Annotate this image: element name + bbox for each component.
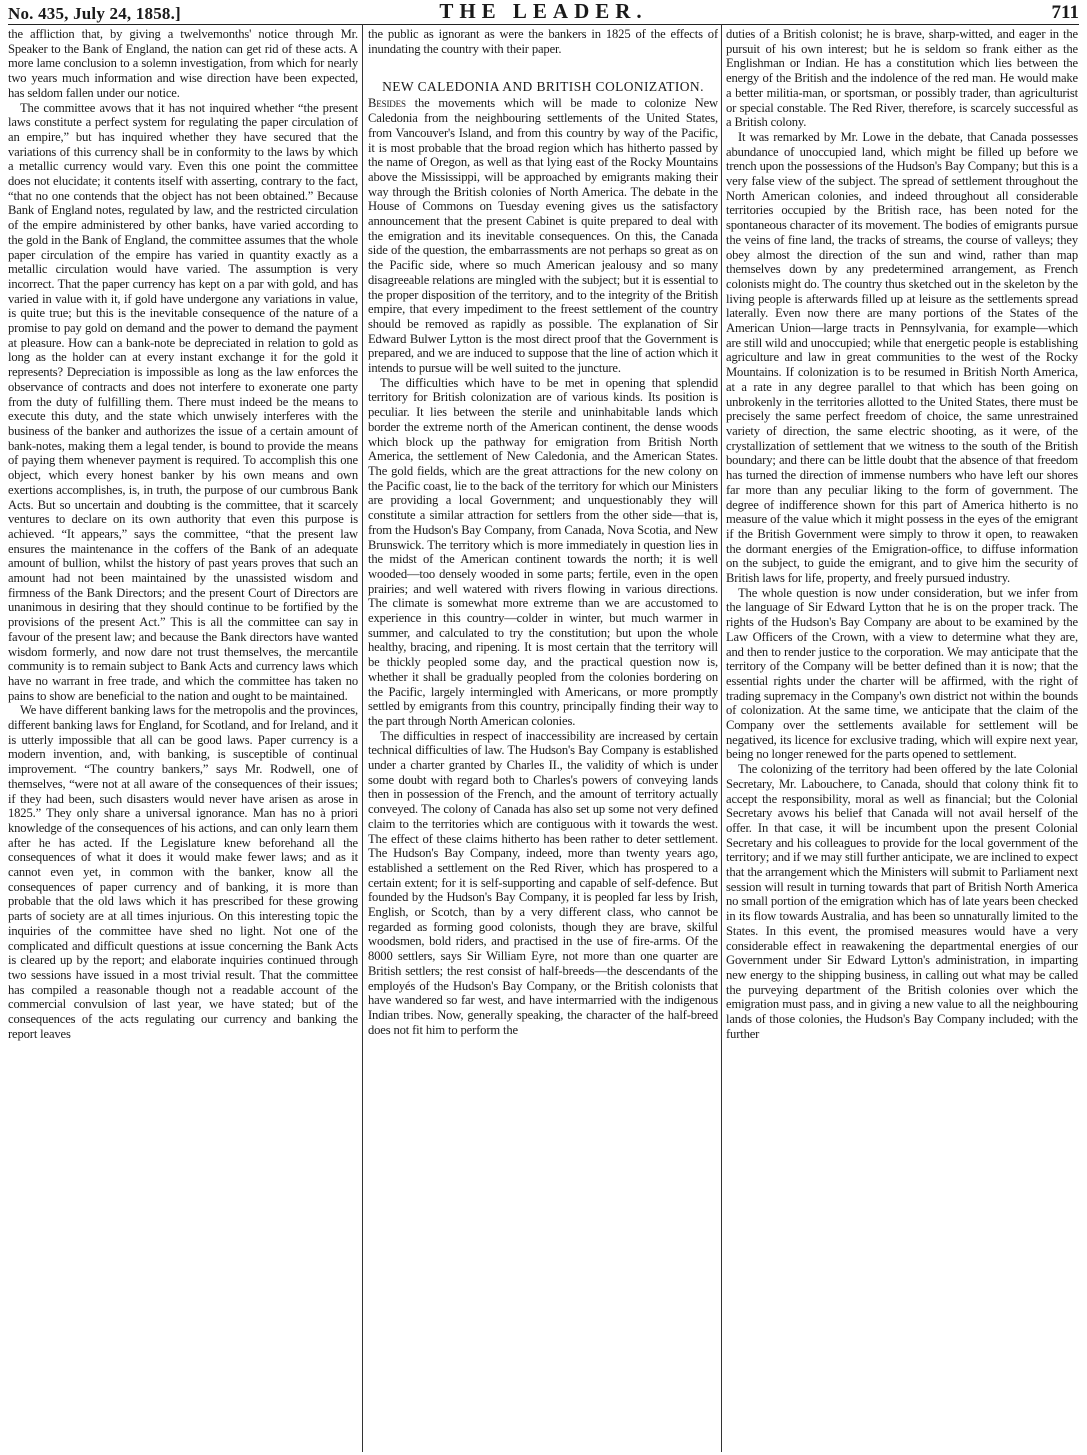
article-paragraph: the affliction that, by giving a twelvemonths' notice through Mr. Speaker to the Bank of England, the nation can get rid of these acts. A more lame conclusion to a solemn investigation, from which for nearly two years much information and wise direction have been expected, has seldom fallen under our notice.: [8, 27, 358, 100]
article-heading: NEW CALEDONIA AND BRITISH COLONIZATION.: [382, 79, 704, 95]
article-paragraph: duties of a British colonist; he is brave, sharp-witted, and eager in the pursuit of his own interest; but he is seldom so frank either as the Englishman or Indian. He has a constitution which lies between the energy of the British and the indolence of the red man. He would make a better militia-man, or sportsman, or possibly trader, than agriculturist or special constable. The Red River, therefore, is scarcely successful as a British colony.: [726, 27, 1078, 130]
page-number: 711: [1051, 2, 1079, 23]
column-2: [368, 27, 718, 1452]
article-paragraph: The difficulties which have to be met in opening that splendid territory for British colonization are of various kinds. Its position is peculiar. It lies between the sterile and uninhabitable lands which border the extreme north of the American continent, the dense woods which block up the pathway for emigration from British North America, the settlement of New Caledonia, and the American States. The gold fields, which are the great attractions for the new colony on the Pacific coast, lie to the back of the territory for which our Ministers are providing a local Government; and unquestionably they will constitute a similar attraction for settlers from the other side—that is, from the Hudson's Bay Company, from Canada, Nova Scotia, and New Brunswick. The territory which is more immediately in question lies in the midst of the American continent towards the north; it is well wooded—too densely wooded in some parts; fertile, even in the open prairies; and well watered with rivers flowing in various directions. The climate is somewhat more extreme than we are accustomed to experience in this country—colder in winter, but much warmer in summer, and calculated to try the constitution; but upon the whole healthy, bracing, and ripening. It is most certain that the territory will be thickly peopled some day, and the practical question now is, whether it shall be gradually peopled from the colonies bordering on the Pacific, largely intermingled with Americans, or more promptly settled by emigrants from this country, principally finding their way to the part through North American colonies.: [368, 375, 718, 728]
newspaper-title: THE LEADER.: [439, 0, 648, 23]
article-paragraph: The difficulties in respect of inaccessibility are increased by certain technical difficulties of law. The Hudson's Bay Company is established under a charter granted by Charles II., the validity of which is under some doubt with regard both to Charles's powers of conveying lands then in possession of the French, and the amount of territory actually conveyed. The colony of Canada has also set up some not very defined claim to the territories which are contiguous with it towards the west. The effect of these claims hitherto has been rather to deter settlement. The Hudson's Bay Company, indeed, more than twenty years ago, established a settlement on the Red River, which has prospered to a certain extent; for it is self-supporting and capable of self-defence. But founded by the Hudson's Bay Company, it is peopled far less by Irish, English, or Scotch, than by a very different class, who cannot be regarded as forming good colonists, though they are brave, skilful woodsmen, bold riders, and practised in the use of fire-arms. Of the 8000 settlers, says Sir William Eyre, not more than one quarter are British settlers; the rest consist of half-breeds—the descendants of the employés of the Hudson's Bay Company, or the British colonists that have wandered so far west, and have intermarried with the indigenous Indian tribes. Now, generally speaking, the character of the half-breed does not fit him to perform the: [368, 728, 718, 1037]
article-paragraph: The whole question is now under consideration, but we infer from the language of Sir Edward Lytton that he is on the proper track. The rights of the Hudson's Bay Company are about to be examined by the Law Officers of the Crown, with a view to determine what they are, and then to render justice to the corporation. We may anticipate that the territory of the Company will be better defined than it is now; that the essential rights under the charter will be affirmed, with the right of trading supremacy in the Company's own district not within the bounds of colonization. At the same time, we anticipate that the claim of the Company over the settlements available for settlement will be negatived, its licence for exclusive trading, which will expire next year, being no longer renewed for the parts opened to settlement.: [726, 585, 1078, 762]
article-paragraph: It was remarked by Mr. Lowe in the debate, that Canada possesses abundance of unoccupied land, which might be filled up before we trench upon the possessions of the Hudson's Bay Company; but this is a very false view of the subject. The spread of settlement throughout the North American colonies, and indeed throughout all considerable territories occupied by the British race, has been noted for the spontaneous character of its movement. The bodies of emigrants pursue the veins of fine land, the tracks of streams, the course of valleys; they obey almost the direction of the sun and wind, rather than map themselves down by any predetermined arrangement, as French colonists might do. The country thus sketched out in the skeleton by the living people is afterwards filled up at leisure as the settlements spread laterally. Even now there are many portions of the States of the American Union—large tracts in Pennsylvania, for example—which are still wild and unoccupied; while that energetic people is establishing agriculture and law in great communities to the west of the Rocky Mountains. If colonization is to be resumed in British North America, at a rate in any degree parallel to that which has been going on unbrokenly in the territories allotted to the United States, there must be precisely the same perfect freedom of choice, the same unrestrained variety of direction, the same electric shooting, as it were, of the crystallization of settlement that we witness to the south of the British boundary; and there can be little doubt that the absence of that freedom has turned the direction of immense numbers who have left our shores far more than any peculiar liking to the form of government. The degree of indifference shown for this part of America hitherto is no measure of the value which it might possess in the eyes of the emigrant if the British Government were simply to throw it open, to reawaken the dormant energies of the Emigration-office, to diffuse information on the subject, to guide the emigrant, and to give him the security of British laws for life, property, and freely pursued industry.: [726, 129, 1078, 586]
article-paragraph: We have different banking laws for the metropolis and the provinces, different banking laws for England, for Scotland, and for Ireland, and it is utterly impossible that all can be good laws. Paper currency is a modern invention, and, with banking, is susceptible of continual improvement. “The country bankers,” says Mr. Rodwell, one of themselves, “were not at all aware of the consequences of their issues; if they had been, such disasters would never have arisen as arose in 1825.” They only share a universal ignorance. Man has no à priori knowledge of the consequences of his actions, and can only learn them after he has acted. If the Legislature knew beforehand all the consequences of what it does it would make fewer laws; and as it cannot even yet, in common with the banker, know all the consequences of paper currency and of banking, it is more than probable that the old laws which it has prescribed for these growing parts of society are at all times injurious. On this interesting topic the inquiries of the committee have shed no light. Not one of the complicated and difficult questions at issue concerning the Bank Acts is cleared up by the report; and elaborate inquiries continued through two sessions have issued in a most trivial result. That the committee has compiled a reasonable though not a readable account of the commercial convulsion of last year, we have stated; but of the consequences of the acts regulating our currency and banking the report leaves: [8, 703, 358, 1041]
page-header: [8, 2, 1079, 25]
article-paragraph: The committee avows that it has not inquired whether “the present laws constitute a perfect system for regulating the paper circulation of an empire,” but has inquired whether they have secured that the variations of this currency shall be in conformity to the laws by which a metallic currency would vary. Even this one point the committee does not elucidate; it contents itself with asserting, contrary to the fact, “that no one contends that the object has not been obtained.” Because Bank of England notes, regulated by law, and the restricted circulation of the empire administered by other banks, have varied according to the gold in the Bank of England, the committee assumes that the whole paper circulation of the empire has varied in quantity exactly as a metallic circulation would have varied. The assumption is very incorrect. That the paper currency has kept on a par with gold, and has varied in value with it, if gold have undergone any variations in value, is quite true; but this is the inevitable consequence of the nature of a promise to pay gold on demand and the power to demand the payment at pleasure. How can a bank-note be depreciated in relation to gold as long as the holder can at every instant exchange it for the gold it represents? Depreciation is impossible as long as the law enforces the observance of contracts and does not interfere to exonerate one party from the duty of fulfilling them. There must indeed be the means to execute this duty, and the state which unwisely interferes with the business of the banker and authorizes the issue of a certain amount of bank-notes, making them a legal tender, is bound to provide the means of paying them whenever payment is required. To accomplish this one object, which every honest banker by his own means and own exertions accomplishes, is, in truth, the purpose of our cumbrous Bank Acts. But so uncertain and doubting is the committee, that it scarcely ventures to declare on its own authority that even this purpose is achieved. “It appears,” says the committee, “that the present law ensures the maintenance in the coffers of the Bank of an adequate amount of bullion, whilst the history of past years proves that such an amount had not been maintained by the unassisted wisdom and firmness of the Bank Directors; and the present Court of Directors are unanimous in desiring that they should continue to be fortified by the provisions of the present Act.” This is all the committee can say in favour of the present law; and because the Bank directors have wanted wisdom formerly, and now dare not trust themselves, the mercantile community is to remain subject to Bank Acts and currency laws which have no warrant in free trade, and which the committee has taken no pains to show are beneficial to the nation and ought to be maintained.: [8, 100, 358, 703]
issue-date: No. 435, July 24, 1858.]: [8, 4, 181, 23]
column-divider: [721, 24, 722, 1452]
article-paragraph-text: the movements which will be made to colonize New Caledonia from the neighbouring settlements of the United States, from Vancouver's Island, and from this country by way of the Pacific, it is most probable that the broad region which has hitherto passed by the name of Oregon, as well as that lying east of the Rocky Mountains above the Mississippi, will be approached by emigrants making their way through the British colonies of North America. The debate in the House of Commons on Tuesday evening gives us the satisfactory announcement that the present Cabinet is quite prepared to deal with the emigration and its inevitable consequences. On this, the Canada side of the question, the embarrassments are not perhaps so great as on the Pacific side, where so much American jealousy and so many disagreeable relations are mingled with the subject; but it is essential to the proper disposition of the territory, and to the integrity of the British empire, that every impediment to the freest settlement of the country should be removed as rapidly as possible. The explanation of Sir Edward Bulwer Lytton is the most direct proof that the Government is prepared, and we are induced to suppose that the line of action which it intends to pursue will be well suited to the juncture.: [368, 96, 718, 376]
column-3: [726, 27, 1078, 1452]
article-paragraph: The colonizing of the territory had been offered by the late Colonial Secretary, Mr. Labouchere, to Canada, should that colony think fit to accept the responsibility, moral as well as financial; but the Colonial Secretary avows his belief that Canada will not avail herself of the offer. In that case, it will be incumbent upon the present Colonial Secretary and his colleagues to provide for the local government of the territory; and if we may still further anticipate, we are inclined to expect that the arrangement which the Ministers will submit to Parliament next session will result in turning towards that part of British North America no small portion of the emigration which has of late years been checked in its flow towards Australia, and has been so unnaturally limited to the States. In this event, the promised measures would have a very considerable effect in reawakening the departmental energies of our Government under Sir Edward Lytton's administration, in imparting new energy to the shipping business, in calling out what may be called the purveying department of the British colonies over which the emigration must pass, and in giving a new value to all the neighbouring lands of those colonies, the Hudson's Bay Company included; with the further: [726, 762, 1078, 1041]
column-1: [8, 27, 358, 1452]
column-divider: [362, 24, 363, 1452]
drop-word: Besides: [368, 96, 406, 111]
article-paragraph: the public as ignorant as were the bankers in 1825 of the effects of inundating the country with their paper.: [368, 27, 718, 56]
article-paragraph: [368, 96, 718, 375]
